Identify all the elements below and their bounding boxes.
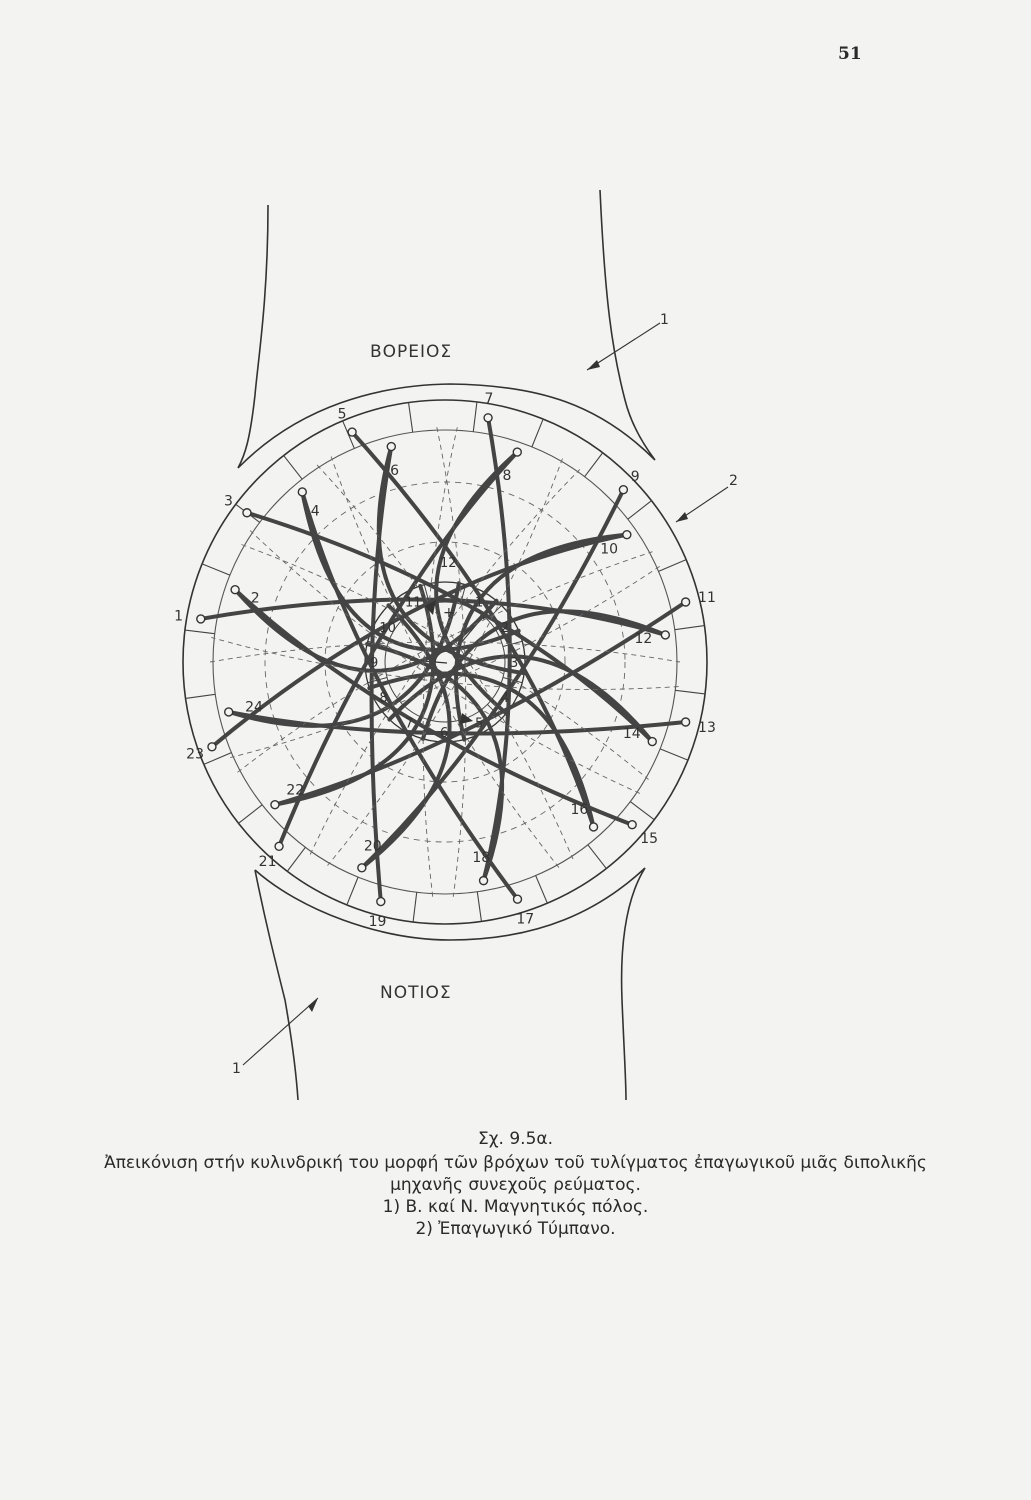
slot-terminal: [275, 842, 283, 850]
slot-terminal: [513, 448, 521, 456]
slot-number: 24: [245, 699, 263, 716]
slot-terminal: [480, 877, 488, 885]
slot-number: 12: [634, 630, 653, 647]
slot-tooth: [473, 402, 477, 432]
winding-loop: [275, 602, 686, 805]
caption-figure-number: Σχ. 9.5α.: [477, 1129, 553, 1149]
slot-number: 22: [286, 782, 305, 799]
slot-number: 7: [484, 391, 494, 408]
slot-terminal: [377, 898, 385, 906]
slot-tooth: [202, 564, 230, 575]
callout-arrowhead: [308, 998, 318, 1012]
caption-line: 2) Ἐπαγωγικό Τύμπανο.: [415, 1219, 616, 1239]
slot-terminal: [623, 531, 631, 539]
slot-terminal: [682, 718, 690, 726]
slot-terminal: [358, 864, 366, 872]
slot-terminal: [661, 631, 669, 639]
slot-tooth: [536, 876, 548, 904]
slot-tooth: [239, 805, 263, 823]
slot-tooth: [477, 892, 481, 922]
slot-terminal: [225, 708, 233, 716]
slot-terminal: [208, 743, 216, 751]
slot-tooth: [675, 626, 705, 630]
slot-number: 16: [570, 802, 589, 819]
slot-number: 2: [250, 590, 260, 607]
slot-number: 21: [258, 854, 277, 871]
south-pole-shoe-left: [255, 870, 298, 1100]
slot-tooth: [585, 453, 603, 477]
slot-terminal: [484, 414, 492, 422]
slot-terminal: [628, 821, 636, 829]
slot-tooth: [413, 892, 417, 922]
caption-line: μηχανῆς συνεχοῦς ρεύματος.: [390, 1175, 641, 1195]
commutator-number: 3: [510, 656, 519, 671]
slot-tooth: [284, 456, 302, 480]
slot-terminal: [619, 486, 627, 494]
slot-terminal: [271, 801, 279, 809]
commutator-number: 5: [475, 716, 484, 732]
commutator-number: 2: [500, 621, 509, 636]
slot-tooth: [588, 845, 606, 869]
commutator-number: 6: [440, 726, 449, 741]
slot-terminal: [298, 488, 306, 496]
north-pole-label: ΒΟΡΕΙΟΣ: [370, 342, 453, 362]
slot-terminal: [514, 895, 522, 903]
slot-tooth: [659, 560, 687, 572]
slot-number: 9: [630, 468, 640, 485]
slot-terminal: [197, 615, 205, 623]
commutator-number: 9: [370, 656, 379, 671]
slot-terminal: [243, 509, 251, 517]
slot-terminal: [590, 823, 598, 831]
slot-number: 6: [390, 462, 400, 479]
commutator-number: 7: [405, 716, 414, 732]
page-number: 51: [838, 44, 862, 64]
slot-terminal: [648, 738, 656, 746]
commutator-number: 11: [405, 595, 422, 611]
slot-tooth: [347, 877, 358, 905]
slot-terminal: [231, 586, 239, 594]
slot-tooth: [660, 749, 688, 760]
winding-lead: [302, 492, 518, 650]
slot-number: 3: [223, 493, 233, 510]
callout-1-north: 1: [660, 312, 669, 328]
slot-number: 5: [337, 406, 347, 423]
commutator-number: 8: [379, 691, 388, 706]
callout-2-armature: 2: [729, 473, 738, 489]
slot-number: 1: [174, 608, 183, 625]
slot-number: 4: [310, 503, 320, 520]
slot-number: 13: [698, 719, 716, 736]
slot-number: 19: [368, 913, 387, 930]
slot-tooth: [630, 802, 654, 820]
slot-number: 17: [516, 911, 535, 928]
slot-terminal: [348, 428, 356, 436]
commutator-number: 4: [500, 691, 509, 706]
figure-caption: [0, 1128, 1031, 1240]
brush-plus-sign: +: [443, 605, 455, 621]
slot-tooth: [185, 630, 215, 634]
north-pole-shoe: [238, 190, 655, 468]
south-pole-label: ΝΟΤΙΟΣ: [380, 983, 452, 1003]
slot-tooth: [409, 403, 413, 433]
slot-tooth: [287, 847, 305, 871]
brush-negative: [460, 713, 473, 724]
slot-tooth: [532, 419, 543, 447]
callout-1-south: 1: [232, 1061, 241, 1077]
slot-number: 10: [600, 541, 619, 558]
brush-minus-sign: -: [452, 700, 458, 716]
commutator-number: 10: [379, 621, 396, 636]
slot-number: 15: [640, 830, 659, 847]
slot-tooth: [675, 690, 705, 694]
callout-line-1-south: [243, 998, 318, 1065]
commutator-number: 1: [475, 595, 484, 611]
slot-tooth: [186, 694, 216, 698]
callout-arrowhead: [676, 512, 688, 522]
slot-terminal: [682, 598, 690, 606]
slot-number: 23: [186, 746, 204, 763]
commutator-number: 12: [440, 556, 457, 571]
winding-loop: [229, 712, 686, 734]
slot-number: 20: [363, 838, 382, 855]
slot-number: 8: [502, 467, 512, 484]
slot-number: 18: [472, 849, 491, 866]
slot-number: 11: [698, 590, 716, 607]
slot-number: 14: [622, 725, 641, 742]
caption-line: 1) Β. καί Ν. Μαγνητικός πόλος.: [382, 1197, 649, 1217]
slot-tooth: [628, 501, 652, 519]
caption-line: Ἀπεικόνιση στήν κυλινδρική του μορφή τῶν βρόχων τοῦ τυλίγματος ἐπαγωγικοῦ μιᾶς διπολικῆς: [104, 1153, 927, 1173]
slot-tooth: [204, 753, 232, 765]
callout-arrowhead: [587, 360, 600, 370]
slot-terminal: [387, 443, 395, 451]
